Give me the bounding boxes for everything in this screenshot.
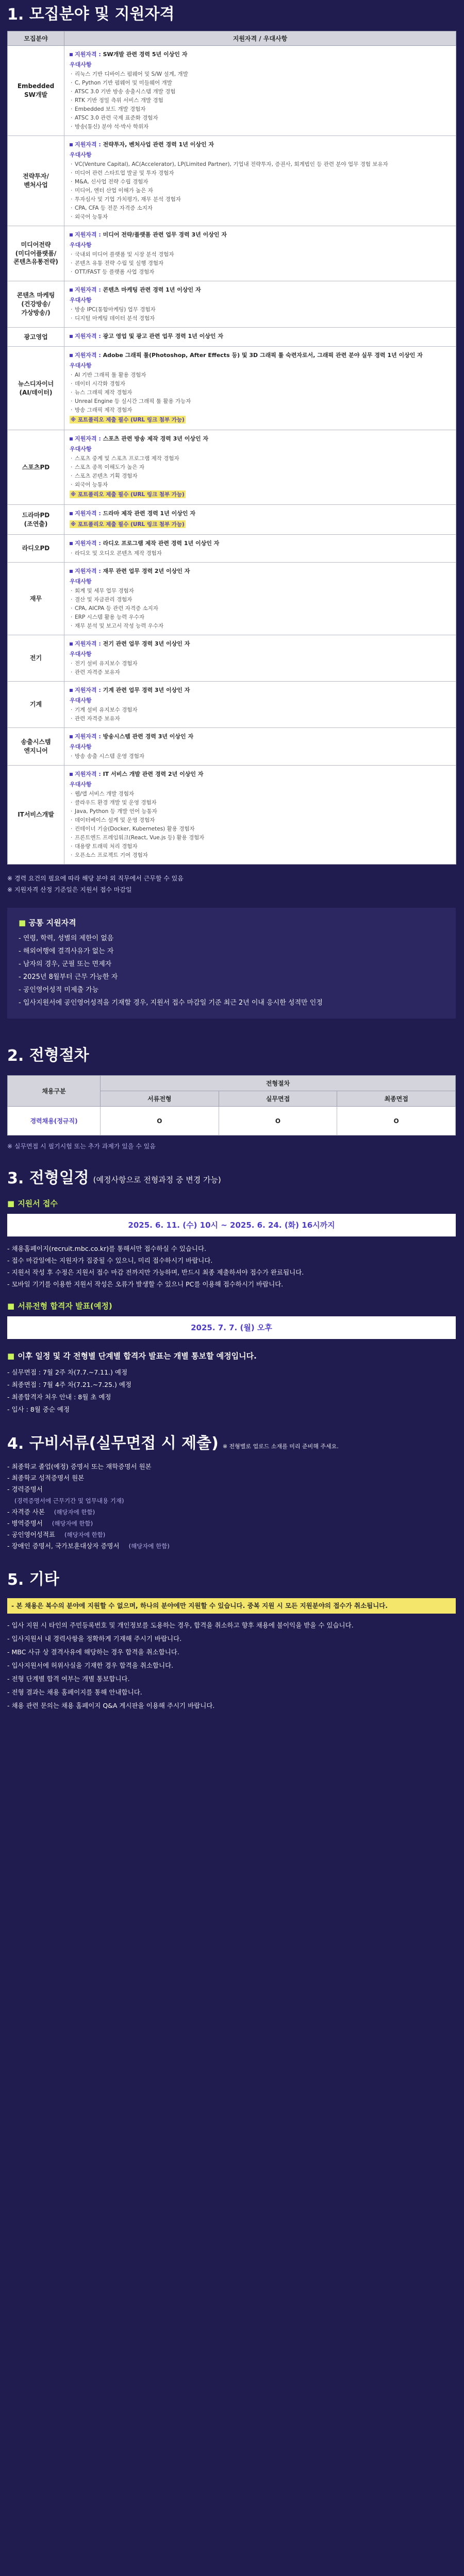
list-item: - 접수 마감일에는 지원자가 집중될 수 있으니, 미리 접수하시기 바랍니다. (7, 1257, 213, 1264)
field-detail: 지원자격 : 드라마 제작 관련 경력 1년 이상인 자 ※ 포트폴리오 제출 필수 (URL 링크 첨부 가능) (64, 505, 456, 535)
list-item: · 관련 자격증 보유자 (70, 668, 450, 677)
qualification-text: 광고 영업 및 광고 관련 업무 경력 1년 이상인 자 (103, 333, 223, 340)
list-item: - 공인영어성적 미제출 가능 (19, 986, 99, 994)
field-label: 기계 (8, 682, 64, 728)
result-date: 2025. 7. 7. (월) 오후 (7, 1316, 456, 1339)
bullet-square-icon (70, 289, 73, 292)
table-row (8, 682, 456, 728)
list-item: · Java, Python 등 개발 언어 능통자 (70, 807, 450, 816)
list-item: - 해외여행에 결격사유가 없는 자 (19, 947, 114, 955)
field-label: 재무 (8, 563, 64, 635)
list-item: · 방송 송출 시스템 운영 경험자 (70, 752, 450, 761)
preference-title: 우대사항 (70, 743, 92, 750)
field-label: 뉴스디자이너 (AI/데이터) (8, 347, 64, 430)
section-4-heading: 4. 구비서류(실무면접 시 제출) ※ 전형별로 업로드 소재를 미리 준비해 주세요. (7, 1434, 339, 1453)
list-item: · 회계 및 세무 업무 경험자 (70, 587, 450, 596)
receipt-title: ■ 지원서 접수 (7, 1199, 58, 1208)
field-detail: 지원자격 : 방송시스템 관련 경력 3년 이상인 자 우대사항 · 방송 송출 시스템 운영 경험자 (64, 728, 456, 766)
table-row (8, 728, 456, 766)
list-item: - 입사 : 8월 중순 예정 (7, 1405, 70, 1413)
list-item: · 투자심사 및 기업 가치평가, 재무 분석 경험자 (70, 195, 450, 204)
field-detail: 지원자격 : SW개발 관련 경력 5년 이상인 자 우대사항 · 리눅스 기반 디바이스 펌웨어 및 S/W 설계, 개발 · C, Python 기반 펌웨어 및 미들웨어 개발 · ATSC 3.0 기반 방송 송출시스템 개발 경험 · RTK 기반 정밀 측위 서비스 개발 경험 · Embedded 보드 개발 경험자 · ATSC 3.0 관련 국제 표준화 경험자 · 방송(통신) 분야 석·박사 학위자 (64, 46, 456, 136)
list-item: · 리눅스 기반 디바이스 펌웨어 및 S/W 설계, 개발 (70, 70, 450, 79)
section-3-heading: 3. 전형일정 (예정사항으로 전형과정 중 변경 가능) (7, 1169, 221, 1188)
field-detail: 지원자격 : 기계 관련 업무 경력 3년 이상인 자 우대사항 · 기계 설비 유지보수 경험자 · 관련 자격증 보유자 (64, 682, 456, 728)
table-header-field: 모집분야 (8, 31, 64, 46)
table-row (8, 563, 456, 635)
bullet-square-icon (70, 689, 73, 692)
process-note: ※ 실무면접 시 필기시험 또는 추가 과제가 있을 수 있음 (7, 1143, 156, 1150)
list-item: · 스포츠 종목 이해도가 높은 자 (70, 463, 450, 472)
preference-title: 우대사항 (70, 151, 92, 158)
list-item: · 기계 설비 유지보수 경험자 (70, 706, 450, 715)
list-item: - 전형 결과는 채용 홈페이지를 통해 안내합니다. (7, 1688, 142, 1696)
field-label: 전기 (8, 635, 64, 682)
preference-title: 우대사항 (70, 446, 92, 452)
list-item: - 자격증 사본 (해당자에 한함) (7, 1508, 95, 1516)
result-title: ■ 서류전형 합격자 발표(예정) (7, 1301, 112, 1311)
list-item: - 입사지원서에 허위사실을 기재한 경우 합격을 취소합니다. (7, 1662, 174, 1669)
list-item: - 채용홈페이지(recruit.mbc.co.kr)를 통해서만 접수하실 수 있습니다. (7, 1245, 207, 1252)
list-item: - 공인영어성적표 (해당자에 한함) (7, 1531, 106, 1538)
list-item: - 연령, 학력, 성별의 제한이 없음 (19, 935, 114, 942)
list-item: · 미디어 관련 스타트업 발굴 및 투자 경험자 (70, 169, 450, 178)
bullet-square-icon (70, 233, 73, 236)
field-detail: 지원자격 : 라디오 프로그램 제작 관련 경력 1년 이상인 자 · 라디오 및 오디오 콘텐츠 제작 경험자 (64, 535, 456, 563)
table-row (8, 226, 456, 281)
list-item: - 지원서 작성 후 수정은 지원서 접수 마감 전까지만 가능하며, 반드시 최종 제출하셔야 접수가 완료됩니다. (7, 1268, 304, 1276)
table-row (8, 535, 456, 563)
table-row (8, 46, 456, 136)
list-item: · VC(Venture Capital), AC(Accelerator), LP(Limited Partner), 기업내 전략투자, 증권사, 회계법인 등 관련 분야 업무 경험 보유자 (70, 160, 450, 169)
field-label: IT서비스개발 (8, 766, 64, 865)
table-row (8, 281, 456, 328)
list-item: · 스포츠 콘텐츠 기획 경험자 (70, 472, 450, 481)
field-detail: 지원자격 : IT 서비스 개발 관련 경력 2년 이상인 자 우대사항 · 웹/앱 서비스 개발 경험자 · 클라우드 환경 개발 및 운영 경험자 · Java, Python 등 개발 언어 능통자 · 데이터베이스 설계 및 운영 경험자 · 컨테이너 기술(Docker, Kubernetes) 활용 경험자 · 프론트엔드 프레임워크(React, Vue.js 등) 활용 경험자 · 대용량 트래픽 처리 경험자 · 오픈소스 프로젝트 기여 경험자 (64, 766, 456, 865)
other-notes (7, 1619, 456, 1713)
bullet-square-icon (70, 570, 73, 573)
list-item: - MBC 사규 상 결격사유에 해당하는 경우 합격을 취소합니다. (7, 1648, 179, 1656)
list-item: · CPA, AICPA 등 관련 자격증 소지자 (70, 604, 450, 613)
table-row (8, 635, 456, 682)
qualification-text: 방송시스템 관련 경력 3년 이상인 자 (103, 733, 194, 740)
bullet-square-icon (70, 437, 73, 440)
section-1-heading: 1. 모집분야 및 지원자격 (7, 5, 175, 24)
qualification-text: 콘텐츠 마케팅 관련 경력 1년 이상인 자 (103, 286, 201, 293)
list-item: · AI 기반 그래픽 툴 활용 경험자 (70, 371, 450, 380)
qualification-text: 전략투자, 벤처사업 관련 경력 1년 이상인 자 (103, 141, 214, 148)
field-label: 송출시스템 엔지니어 (8, 728, 64, 766)
list-item: · 스포츠 중계 및 스포츠 프로그램 제작 경험자 (70, 454, 450, 463)
qualification-table (7, 31, 456, 865)
list-item: · 디지털 마케팅 데이터 분석 경험자 (70, 314, 450, 323)
list-item: · 방송 그래픽 제작 경험자 (70, 406, 450, 415)
process-table: 채용구분 전형절차 서류전형 실무면접 최종면접 경력채용(정규직) O O O (7, 1075, 456, 1136)
list-item: · ATSC 3.0 기반 방송 송출시스템 개발 경험 (70, 88, 450, 96)
qualification-text: SW개발 관련 경력 5년 이상인 자 (103, 51, 188, 58)
list-item: · 미디어, 엔터 산업 이해가 높은 자 (70, 187, 450, 195)
table-row (8, 328, 456, 347)
table-header-qualification: 지원자격 / 우대사항 (64, 31, 456, 46)
list-item: · M&A, 신사업 전략 수립 경험자 (70, 178, 450, 187)
field-detail: 지원자격 : 전략투자, 벤처사업 관련 경력 1년 이상인 자 우대사항 · VC(Venture Capital), AC(Accelerator), LP(Limited Partner), 기업내 전략투자, 증권사, 회계법인 등 관련 분야 업무 경험 보유자 · 미디어 관련 스타트업 발굴 및 투자 경험자 · M&A, 신사업 전략 수립 경험자 · 미디어, 엔터 산업 이해가 높은 자 · 투자심사 및 기업 가치평가, 재무 분석 경험자 · CPA, CFA 등 전문 자격증 소지자 · 외국어 능통자 (64, 136, 456, 226)
field-label: 라디오PD (8, 535, 64, 563)
list-item: · 방송 IPC(통합마케팅) 업무 경험자 (70, 306, 450, 314)
list-item: · 전기 설비 유지보수 경험자 (70, 659, 450, 668)
bullet-square-icon (70, 542, 73, 545)
qualification-text: 재무 관련 업무 경력 2년 이상인 자 (103, 568, 190, 574)
list-item: - 모바일 기기를 이용한 지원서 작성은 오류가 발생할 수 있으니 PC를 이용해 접수하시기 바랍니다. (7, 1280, 284, 1288)
portfolio-notice: ※ 포트폴리오 제출 필수 (URL 링크 첨부 가능) (71, 492, 185, 498)
bullet-square-icon (70, 53, 73, 56)
list-item: · 재무 분석 및 보고서 작성 능력 우수자 (70, 622, 450, 631)
list-item: · 대용량 트래픽 처리 경험자 (70, 842, 450, 851)
field-detail: 지원자격 : 광고 영업 및 광고 관련 업무 경력 1년 이상인 자 (64, 328, 456, 347)
preference-title: 우대사항 (70, 697, 92, 704)
bullet-square-icon (70, 354, 73, 357)
list-item: - 전형 단계별 합격 여부는 개별 통보합니다. (7, 1675, 130, 1683)
list-item: · Unreal Engine 등 실시간 그래픽 툴 활용 가능자 (70, 397, 450, 406)
list-item: · 국내외 미디어 플랫폼 및 시장 분석 경험자 (70, 250, 450, 259)
field-label: 광고영업 (8, 328, 64, 347)
table-row (8, 766, 456, 865)
next-steps-list (7, 1366, 464, 1416)
qualification-notes: ※ 경력 요건의 필요에 따라 해당 분야 외 직무에서 근무할 수 있음 ※ 지원자격 산정 기준일은 지원서 접수 마감일 (7, 875, 184, 893)
field-label: 미디어전략 (미디어플랫폼/ 콘텐츠유통전략) (8, 226, 64, 281)
common-qualification-box: ■ 공통 지원자격 - 연령, 학력, 성별의 제한이 없음 - 해외여행에 결격사유가 없는 자 - 남자의 경우, 군필 또는 면제자 - 2025년 8월부터 근무 가능한 자 - 공인영어성적 미제출 가능 - 입사지원서에 공인영어성적을 기재할 경우, 지원서 접수 마감일 기준 최근 2년 이내 응시한 성적만 인정 (7, 908, 456, 1019)
bullet-square-icon (70, 335, 73, 338)
preference-title: 우대사항 (70, 362, 92, 369)
bullet-square-icon (70, 512, 73, 515)
duplicate-application-warning: - 본 채용은 복수의 분야에 지원할 수 없으며, 하나의 분야에만 지원할 수 있습니다. 중복 지원 시 모든 지원분야의 접수가 취소됩니다. (7, 1598, 456, 1614)
list-item: · 프론트엔드 프레임워크(React, Vue.js 등) 활용 경험자 (70, 834, 450, 842)
table-row (8, 347, 456, 430)
list-item: - 병역증명서 (해당자에 한함) (7, 1519, 93, 1527)
list-item: - 입사지원서에 공인영어성적을 기재할 경우, 지원서 접수 마감일 기준 최근 2년 이내 응시한 성적만 인정 (19, 999, 323, 1007)
qualification-text: 미디어 전략/플랫폼 관련 업무 경력 3년 이상인 자 (103, 231, 227, 238)
next-steps-title: ■ 이후 일정 및 각 전형별 단계별 합격자 발표는 개별 통보할 예정입니다. (7, 1351, 257, 1361)
field-detail: 지원자격 : 콘텐츠 마케팅 관련 경력 1년 이상인 자 우대사항 · 방송 IPC(통합마케팅) 업무 경험자 · 디지털 마케팅 데이터 분석 경험자 (64, 281, 456, 328)
bullet-square-icon (70, 773, 73, 776)
list-item: · RTK 기반 정밀 측위 서비스 개발 경험 (70, 96, 450, 105)
table-row: 경력채용(정규직) O O O (8, 1107, 456, 1136)
list-item: - 장애인 증명서, 국가보훈대상자 증명서 (해당자에 한함) (7, 1542, 170, 1550)
receipt-period: 2025. 6. 11. (수) 10시 ~ 2025. 6. 24. (화) 16시까지 (7, 1214, 456, 1236)
section-5-heading: 5. 기타 (7, 1570, 59, 1589)
documents-list: - 최종학교 졸업(예정) 증명서 또는 재학증명서 원본 - 최종학교 성적증명서 원본 - 경력증명서 (경력증명서에 근무기간 및 업무내용 기재) - 자격증 사본 (해당자에 한함) - 병역증명서 (해당자에 한함) - 공인영어성적표 (해당자에 한함) - 장애인 증명서, 국가보훈대상자 증명서 (해당자에 한함) (7, 1461, 464, 1552)
list-item: · 외국어 능통자 (70, 481, 450, 489)
list-item: - 채용 관련 문의는 채용 홈페이지 Q&A 게시판을 이용해 주시기 바랍니다. (7, 1702, 215, 1709)
field-label: 드라마PD (조연출) (8, 505, 64, 535)
preference-title: 우대사항 (70, 578, 92, 585)
list-item: · Embedded 보드 개발 경험자 (70, 105, 450, 114)
qualification-text: IT 서비스 개발 관련 경력 2년 이상인 자 (103, 771, 204, 777)
field-label: 콘텐츠 마케팅 (건강방송/ 가상방송/) (8, 281, 64, 328)
list-item: · 클라우드 환경 개발 및 운영 경험자 (70, 799, 450, 807)
preference-title: 우대사항 (70, 651, 92, 657)
table-row (8, 136, 456, 226)
list-item: · 관련 자격증 보유자 (70, 715, 450, 723)
preference-title: 우대사항 (70, 242, 92, 248)
portfolio-notice: ※ 포트폴리오 제출 필수 (URL 링크 첨부 가능) (71, 417, 185, 423)
qualification-text: 라디오 프로그램 제작 관련 경력 1년 이상인 자 (103, 540, 220, 547)
field-detail: 지원자격 : Adobe 그래픽 툴(Photoshop, After Effects 등) 및 3D 그래픽 툴 숙련자로서, 그래픽 관련 분야 실무 경력 1년 이상인 자 우대사항 · AI 기반 그래픽 툴 활용 경험자 · 데이터 시각화 경험자 · 뉴스 그래픽 제작 경험자 · Unreal Engine 등 실시간 그래픽 툴 활용 가능자 · 방송 그래픽 제작 경험자 ※ 포트폴리오 제출 필수 (URL 링크 첨부 가능) (64, 347, 456, 430)
list-item: · ERP 시스템 활용 능력 우수자 (70, 613, 450, 622)
list-item: - 실무면접 : 7월 2주 차(7.7.~7.11.) 예정 (7, 1368, 128, 1376)
field-label: Embedded SW개발 (8, 46, 64, 136)
list-item: - 최종합격자 처우 안내 : 8월 초 예정 (7, 1393, 111, 1401)
list-item: · 데이터베이스 설계 및 운영 경험자 (70, 816, 450, 825)
list-item: · 방송(통신) 분야 석·박사 학위자 (70, 123, 450, 131)
list-item: · 결산 및 자금관리 경험자 (70, 596, 450, 604)
list-item: · OTT/FAST 등 플랫폼 사업 경험자 (70, 268, 450, 277)
qualification-text: 전기 관련 업무 경력 3년 이상인 자 (103, 640, 190, 647)
list-item: · 오픈소스 프로젝트 기여 경험자 (70, 851, 450, 860)
qualification-text: 드라마 제작 관련 경력 1년 이상인 자 (103, 510, 195, 517)
list-item: · 데이터 시각화 경험자 (70, 380, 450, 388)
table-row (8, 430, 456, 505)
list-item: · 외국어 능통자 (70, 213, 450, 222)
list-item: · CPA, CFA 등 전문 자격증 소지자 (70, 204, 450, 213)
qualification-text: Adobe 그래픽 툴(Photoshop, After Effects 등) 및 3D 그래픽 툴 숙련자로서, 그래픽 관련 분야 실무 경력 1년 이상인 자 (103, 352, 423, 359)
section-2-heading: 2. 전형절차 (7, 1046, 89, 1065)
list-item: · 라디오 및 오디오 콘텐츠 제작 경험자 (70, 549, 450, 558)
list-item: · ATSC 3.0 관련 국제 표준화 경험자 (70, 114, 450, 123)
list-item: · C, Python 기반 펌웨어 및 미들웨어 개발 (70, 79, 450, 88)
preference-title: 우대사항 (70, 297, 92, 303)
list-item: - 경력증명서 (7, 1485, 43, 1493)
bullet-square-icon (70, 642, 73, 646)
preference-title: 우대사항 (70, 781, 92, 788)
portfolio-notice: ※ 포트폴리오 제출 필수 (URL 링크 첨부 가능) (71, 521, 185, 528)
list-item: - 최종학교 졸업(예정) 증명서 또는 재학증명서 원본 (7, 1463, 152, 1470)
list-item: - 입사 지원 시 타인의 주민등록번호 및 개인정보를 도용하는 경우, 합격을 취소하고 향후 채용에 불이익을 받을 수 있습니다. (7, 1621, 354, 1629)
list-item: - 입사지원서 내 경력사항을 정확하게 기재해 주시기 바랍니다. (7, 1635, 182, 1642)
qualification-text: 기계 관련 업무 경력 3년 이상인 자 (103, 687, 190, 693)
field-label: 전략투자/ 벤처사업 (8, 136, 64, 226)
receipt-notes (7, 1243, 456, 1290)
field-detail: 지원자격 : 전기 관련 업무 경력 3년 이상인 자 우대사항 · 전기 설비 유지보수 경험자 · 관련 자격증 보유자 (64, 635, 456, 682)
list-item: · 웹/앱 서비스 개발 경험자 (70, 790, 450, 799)
list-item: - 남자의 경우, 군필 또는 면제자 (19, 960, 112, 968)
preference-title: 우대사항 (70, 61, 92, 68)
bullet-square-icon (70, 143, 73, 146)
bullet-square-icon (70, 735, 73, 738)
field-label: 스포츠PD (8, 430, 64, 505)
list-item: · 뉴스 그래픽 제작 경험자 (70, 388, 450, 397)
table-row (8, 505, 456, 535)
field-detail: 지원자격 : 재무 관련 업무 경력 2년 이상인 자 우대사항 · 회계 및 세무 업무 경험자 · 결산 및 자금관리 경험자 · CPA, AICPA 등 관련 자격증 소지자 · ERP 시스템 활용 능력 우수자 · 재무 분석 및 보고서 작성 능력 우수자 (64, 563, 456, 635)
list-item: · 콘텐츠 유통 전략 수립 및 실행 경험자 (70, 259, 450, 268)
qualification-text: 스포츠 관련 방송 제작 경력 3년 이상인 자 (103, 435, 209, 442)
field-detail: 지원자격 : 스포츠 관련 방송 제작 경력 3년 이상인 자 우대사항 · 스포츠 중계 및 스포츠 프로그램 제작 경험자 · 스포츠 종목 이해도가 높은 자 · 스포츠 콘텐츠 기획 경험자 · 외국어 능통자 ※ 포트폴리오 제출 필수 (URL 링크 첨부 가능) (64, 430, 456, 505)
list-item: - 최종학교 성적증명서 원본 (7, 1474, 85, 1482)
field-detail: 지원자격 : 미디어 전략/플랫폼 관련 업무 경력 3년 이상인 자 우대사항 · 국내외 미디어 플랫폼 및 시장 분석 경험자 · 콘텐츠 유통 전략 수립 및 실행 경험자 · OTT/FAST 등 플랫폼 사업 경험자 (64, 226, 456, 281)
list-item: - 최종면접 : 7월 4주 차(7.21.~7.25.) 예정 (7, 1381, 131, 1388)
list-item: - 2025년 8월부터 근무 가능한 자 (19, 973, 118, 981)
list-item: · 컨테이너 기술(Docker, Kubernetes) 활용 경험자 (70, 825, 450, 834)
